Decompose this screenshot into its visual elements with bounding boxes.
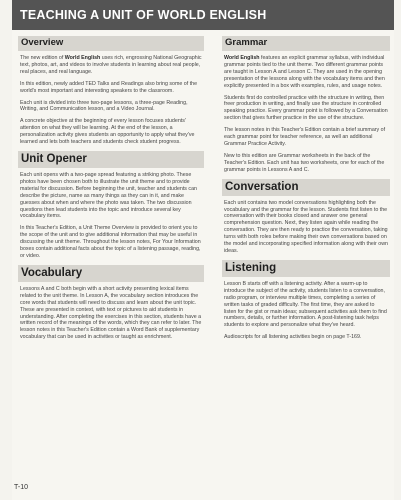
unit-opener-paragraph: Each unit opens with a two-page spread featuring a striking photo. These photos have been chosen both to illustrate the unit theme and to provide material for discussion. Before beginning the unit, teacher and students can describe the picture, name as many things as they can in it, and make guesses about when and where the photo was taken. The two discussion questions then lead students into the topic and introduce several key vocabulary items. [20,172,197,220]
grammar-paragraph: World English features an explicit grammar syllabus, with individual grammar points tied to the unit theme. Two different grammar points are taught in Lesson A and Lesson C. They are used in the opening presentation of the lessons along with the vocabulary items and then explicitly presented in a box with examples, rules, and usage notes. [224,54,385,89]
section-heading-overview: Overview [18,36,204,51]
conversation-paragraph: Each unit contains two model conversations highlighting both the vocabulary and the grammar for the lesson. Students first listen to the conversation with their books closed and answer one general comprehension question. Next, they listen again while reading the conversation. They are then ready to practice the conversation, taking turns with both roles before making their own conversations based on the model and incorporating specified information along with their own ideas. [224,199,389,254]
section-heading-unit-opener: Unit Opener [18,151,204,168]
overview-paragraph: In this edition, newly added TED Talks and Readings also bring some of the world's most important and interesting speakers to the classroom. [20,80,198,94]
listening-paragraph: Audioscripts for all listening activities begin on page T-169. [224,334,362,341]
overview-paragraph: Each unit is divided into three two-page lessons, a three-page Reading, Writing, and Communication lesson, and a Video Journal. [20,99,188,113]
section-heading-listening: Listening [222,260,390,277]
page-number: T-10 [14,484,29,491]
section-heading-conversation: Conversation [222,179,390,196]
banner-title: TEACHING A UNIT OF WORLD ENGLISH [20,8,267,22]
overview-paragraph: A concrete objective at the beginning of every lesson focuses students' attention on what they will be learning. At the end of the lesson, a personalization activity gives students an opportunity to apply what they've learned and lets both teachers and students check student progress. [20,118,195,146]
listening-paragraph: Lesson B starts off with a listening activity. After a warm-up to introduce the subject of the activity, students listen to a conversation, radio program, or interview multiple times, completing a series of written tasks of graded difficulty. The first time, they are asked to listen for the gist or main ideas; subsequent activities ask them to find numbers, details, or further information. A post-listening task helps students to explore and personalize what they've heard. [224,280,387,329]
overview-paragraph: The new edition of World English uses rich, engrossing National Geographic text, photos, art, and videos to involve students in learning about real people, real places, and real language. [20,54,202,75]
right-column [222,30,390,470]
grammar-paragraph: New to this edition are Grammar worksheets in the back of the Teacher's Edition. Each unit has two worksheets, one for each of the grammar points in Lessons A and C. [224,152,385,173]
grammar-paragraph: Students first do controlled practice with the structure in writing, then freer production in writing, and finally use the structure in controlled speaking practice. Every grammar point is followed by a Conversation section that gives further practice in the use of the structure. [224,94,388,122]
header-banner [12,0,394,30]
textbook-page [12,0,394,500]
section-heading-grammar: Grammar [222,36,390,51]
left-column [18,30,204,470]
grammar-paragraph: The lesson notes in this Teacher's Edition contain a brief summary of each grammar point for teacher reference, as well an additional Grammar Practice Activity. [224,127,386,147]
unit-opener-paragraph: In this Teacher's Edition, a Unit Theme Overview is provided to orient you to the scope of the unit and to give additional information that may be useful in discussing the unit theme. Throughout the lesson notes, For Your Information boxes contain additional facts about the topic of a listening passage, reading, or video. [20,225,201,259]
section-heading-vocabulary: Vocabulary [18,265,204,282]
vocabulary-paragraph: Lessons A and C both begin with a short activity presenting lexical items related to the unit theme. In Lesson A, the vocabulary section introduces the core words that students will need to discuss and learn about the unit topic. These are presented in context, with text or pictures to aid students in understanding. After completing the exercises in this section, students have a written record of the meanings of the words, which they can refer to later. The lesson notes in this Teacher's Edition contain a Word Bank of supplementary vocabulary that can be used in activities or taught as enrichment. [20,285,202,341]
